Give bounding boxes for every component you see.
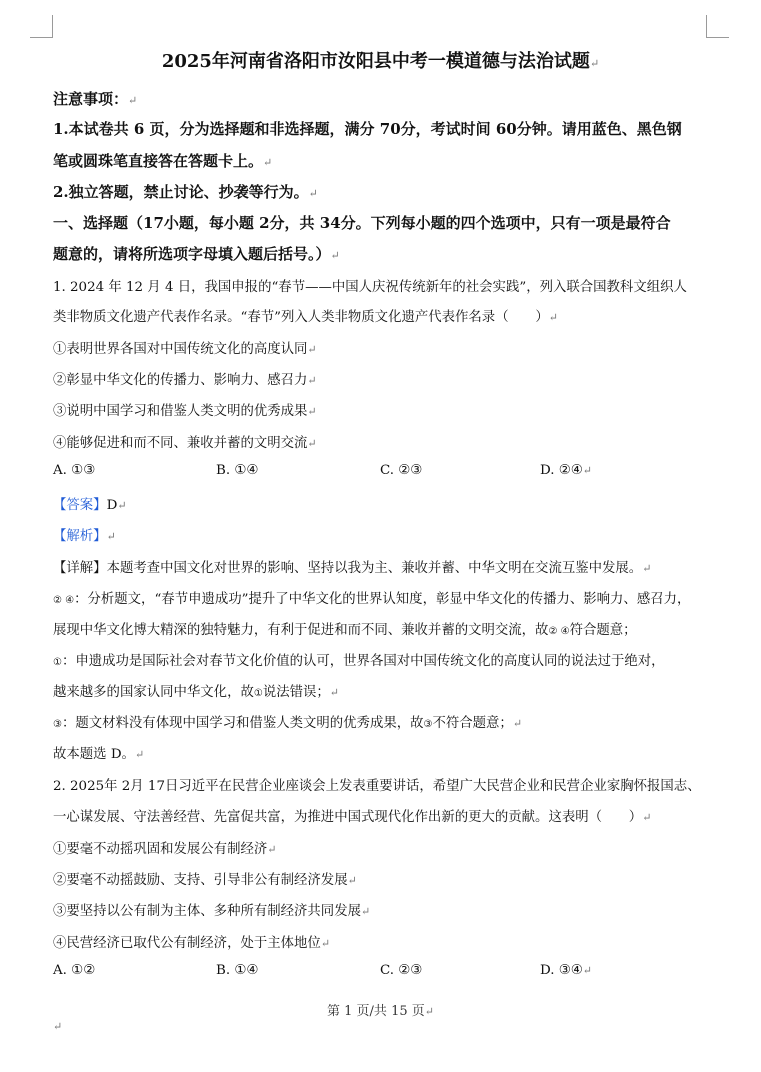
q2-option-a: A. ①② — [53, 963, 96, 978]
q1-option-d: D. ②④↵ — [540, 463, 592, 478]
q2-statement-2: ②要毫不动摇鼓励、支持、引导非公有制经济发展↵ — [53, 873, 357, 888]
q2-option-b: B. ①④ — [216, 963, 259, 978]
q1-option-b: B. ①④ — [216, 463, 259, 478]
q2-statement-4: ④民营经济已取代公有制经济，处于主体地位↵ — [53, 936, 331, 951]
q2-stem: 2. 2025年 2月 17日习近平在民营企业座谈会上发表重要讲话，希望广大民营企业和民营企业家胸怀报国志、 — [53, 779, 701, 794]
page-title: 2025年河南省洛阳市汝阳县中考一模道德与法治试题↵ — [161, 51, 600, 72]
section-heading: 一、选择题（17小题，每小题 2分，共 34分。下列每小题的四个选项中，只有一项是最符合 — [53, 214, 671, 232]
q1-statement-2: ②彰显中华文化的传播力、影响力、感召力↵ — [53, 373, 317, 388]
q1-stem: 1. 2024 年 12 月 4 日，我国申报的“春节——中国人庆祝传统新年的社会实践”，列入联合国教科文组织人 — [53, 280, 687, 295]
q1-answer: 【答案】D↵ — [53, 498, 127, 513]
q1-option-a: A. ①③ — [53, 463, 96, 478]
section-heading-cont: 题意的，请将所选项字母填入题后括号。）↵ — [53, 245, 340, 263]
corner-mark-top-right — [706, 37, 729, 38]
q1-analysis-line-4: 越来越多的国家认同中华文化，故①说法错误；↵ — [53, 685, 339, 700]
corner-mark-top-right — [706, 15, 707, 37]
q2-statement-1: ①要毫不动摇巩固和发展公有制经济↵ — [53, 842, 277, 857]
q1-analysis-line-1: ② ④：分析题文，“春节申遗成功”提升了中华文化的世界认知度，彰显中华文化的传播力、影响力、感召力， — [53, 592, 691, 607]
notes-item-1-cont: 笔或圆珠笔直接答在答题卡上。↵ — [53, 152, 273, 170]
q1-statement-4: ④能够促进和而不同、兼收并蓄的文明交流↵ — [53, 436, 317, 451]
q1-analysis-label: 【解析】↵ — [53, 529, 116, 544]
q2-option-d: D. ③④↵ — [540, 963, 592, 978]
notes-item-1: 1.本试卷共 6 页，分为选择题和非选择题，满分 70分，考试时间 60分钟。请用蓝色、黑色钢 — [53, 120, 682, 138]
q1-analysis-line-5: ③：题文材料没有体现中国学习和借鉴人类文明的优秀成果，故③不符合题意；↵ — [53, 716, 523, 731]
q1-analysis-line-3: ①：申遗成功是国际社会对春节文化价值的认可，世界各国对中国传统文化的高度认同的说法过于绝对， — [53, 654, 665, 669]
q2-stem-cont: 一心谋发展、守法善经营、先富促共富，为推进中国式现代化作出新的更大的贡献。这表明（ ）↵ — [53, 810, 652, 825]
notes-heading: 注意事项：↵ — [53, 90, 138, 108]
q1-conclusion: 故本题选 D。↵ — [53, 747, 145, 762]
q1-stem-cont: 类非物质文化遗产代表作名录。“春节”列入人类非物质文化遗产代表作名录（ ）↵ — [53, 310, 558, 325]
notes-item-2: 2.独立答题，禁止讨论、抄袭等行为。↵ — [53, 183, 318, 201]
paragraph-mark: ↵ — [53, 1020, 63, 1033]
q1-statement-1: ①表明世界各国对中国传统文化的高度认同↵ — [53, 342, 317, 357]
q1-analysis-line-2: 展现中华文化博大精深的独特魅力，有利于促进和而不同、兼收并蓄的文明交流，故② ④符合题意； — [53, 623, 637, 638]
corner-mark-top-left — [30, 37, 53, 38]
corner-mark-top-left — [52, 15, 53, 37]
page-footer: 第 1 页/共 15 页↵ — [327, 1004, 434, 1019]
q2-statement-3: ③要坚持以公有制为主体、多种所有制经济共同发展↵ — [53, 904, 371, 919]
q1-option-c: C. ②③ — [380, 463, 423, 478]
q2-option-c: C. ②③ — [380, 963, 423, 978]
q1-statement-3: ③说明中国学习和借鉴人类文明的优秀成果↵ — [53, 404, 317, 419]
q1-detail: 【详解】本题考查中国文化对世界的影响、坚持以我为主、兼收并蓄、中华文明在交流互鉴中发展。↵ — [53, 561, 652, 576]
